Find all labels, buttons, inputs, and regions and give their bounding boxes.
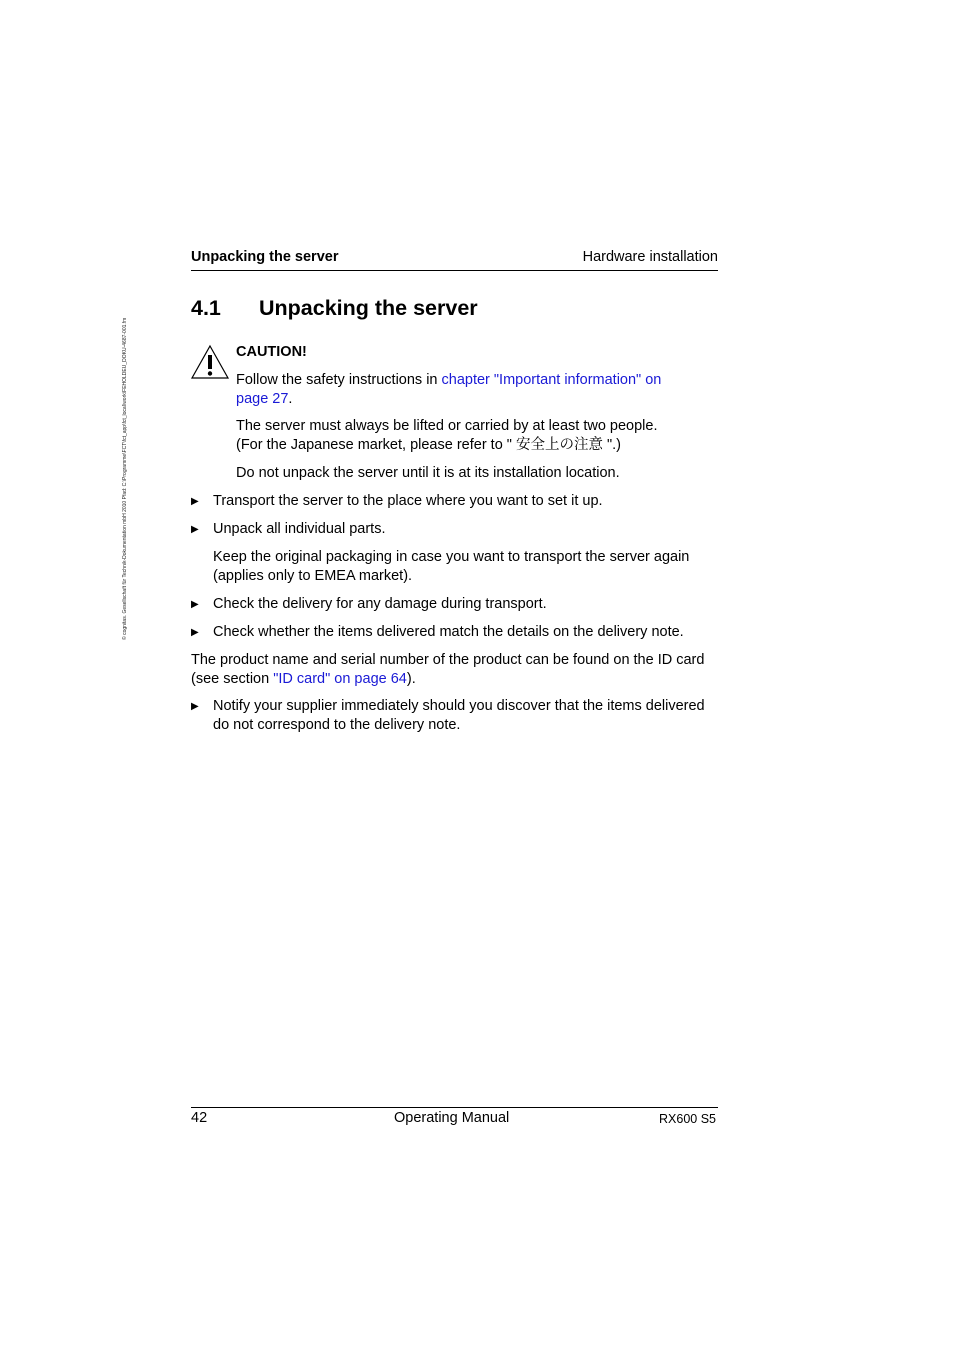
caution-p2-line2: (For the Japanese market, please refer to " 安全上の注意 ".) <box>236 437 622 453</box>
page-27-link[interactable]: page 27 <box>236 391 289 407</box>
caution-paragraph-2 <box>236 417 658 455</box>
caution-label: CAUTION! <box>236 344 307 360</box>
step-check-damage: Check the delivery for any damage during transport. <box>213 596 547 612</box>
step-unpack: Unpack all individual parts. <box>213 521 386 537</box>
footer-manual-title: Operating Manual <box>394 1110 510 1126</box>
section-number: 4.1 <box>191 296 221 320</box>
caution-paragraph-1 <box>236 371 718 409</box>
triangle-bullet-icon: ▶ <box>191 701 199 712</box>
caution-p1-end: . <box>288 391 293 407</box>
header-chapter-title: Unpacking the server <box>191 249 339 265</box>
section-title: Unpacking the server <box>259 296 478 320</box>
warning-triangle-icon <box>190 344 230 380</box>
side-copyright-note: © cognitas. Gesellschaft für Technik-Dokumentation mbH 2010 Pfad: C:\Programme\FCT\fct_app\fct_local\work\FEHOLDEU_DOKU-4687-001.fm <box>122 317 128 640</box>
footer-model: RX600 S5 <box>659 1112 716 1126</box>
step-notify-supplier <box>213 697 705 735</box>
page-number: 42 <box>191 1110 208 1126</box>
packaging-note <box>213 548 689 586</box>
caution-p1-text: Follow the safety instructions in <box>236 372 442 388</box>
packaging-note-line2: (applies only to EMEA market). <box>213 568 413 584</box>
triangle-bullet-icon: ▶ <box>191 627 199 638</box>
header-section-name: Hardware installation <box>582 249 718 265</box>
section-heading <box>191 296 478 321</box>
packaging-note-line1: Keep the original packaging in case you want to transport the server again <box>213 549 690 565</box>
triangle-bullet-icon: ▶ <box>191 524 199 535</box>
step-check-items: Check whether the items delivered match the details on the delivery note. <box>213 624 684 640</box>
id-card-paragraph <box>191 651 704 689</box>
id-para-line2-start: (see section <box>191 671 274 687</box>
triangle-bullet-icon: ▶ <box>191 496 199 507</box>
id-para-line2-end: ). <box>406 671 416 687</box>
notify-line2: do not correspond to the delivery note. <box>213 717 461 733</box>
notify-line1: Notify your supplier immediately should you discover that the items delivered <box>213 698 705 714</box>
id-para-line1: The product name and serial number of the product can be found on the ID card <box>191 652 705 668</box>
id-card-link[interactable]: "ID card" on page 64 <box>273 671 407 687</box>
triangle-bullet-icon: ▶ <box>191 599 199 610</box>
important-information-link[interactable]: chapter "Important information" on <box>441 372 662 388</box>
caution-paragraph-3: Do not unpack the server until it is at its installation location. <box>236 465 620 481</box>
step-transport: Transport the server to the place where you want to set it up. <box>213 493 603 509</box>
footer-rule <box>191 1107 718 1108</box>
running-header <box>191 248 718 271</box>
caution-p2-line1: The server must always be lifted or carried by at least two people. <box>236 418 658 434</box>
